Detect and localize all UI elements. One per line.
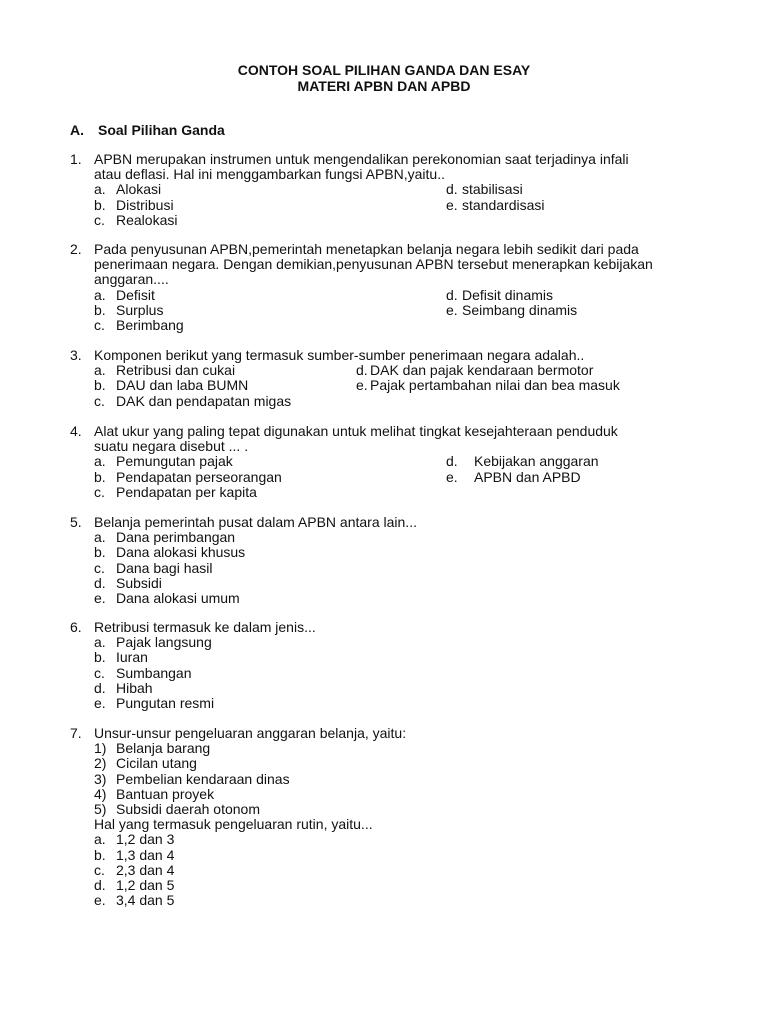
- option-letter: c.: [94, 211, 105, 228]
- option-letter: d.: [94, 876, 106, 893]
- option-text: APBN dan APBD: [474, 468, 581, 485]
- option-text: Sumbangan: [116, 664, 192, 681]
- option-letter: a.: [94, 529, 106, 546]
- list-item: [70, 787, 710, 802]
- option-row: [70, 863, 710, 878]
- option-row: [70, 696, 710, 711]
- option-row: [70, 848, 710, 863]
- option-letter: d.: [94, 574, 106, 591]
- option-row: [70, 545, 710, 560]
- question-text: Komponen berikut yang termasuk sumber-sumber penerimaan negara adalah..: [94, 347, 585, 363]
- question-text: Pada penyusunan APBN,pemerintah menetapkan belanja negara lebih sedikit dari pada: [94, 241, 639, 257]
- question-text: Hal yang termasuk pengeluaran rutin, yaitu...: [94, 816, 373, 833]
- option-letter: c.: [94, 559, 105, 576]
- option-letter: e.: [356, 377, 368, 394]
- option-text: Pemungutan pajak: [116, 453, 233, 470]
- option-row: [70, 878, 710, 893]
- list-item: [70, 741, 710, 756]
- option-text: Seimbang dinamis: [462, 301, 578, 318]
- option-row: [70, 893, 710, 908]
- option-row: [70, 288, 710, 303]
- item-text: Pembelian kendaraan dinas: [116, 770, 290, 787]
- option-row: [70, 530, 710, 545]
- item-number: 1): [94, 740, 107, 757]
- question-text: suatu negara disebut ... .: [94, 438, 249, 455]
- option-row: [70, 394, 710, 409]
- item-text: Subsidi daerah otonom: [116, 800, 260, 817]
- option-text: Pajak pertambahan nilai dan bea masuk: [370, 377, 620, 394]
- option-letter: d.: [446, 453, 458, 470]
- option-text: DAK dan pajak kendaraan bermotor: [370, 362, 594, 379]
- option-text: 3,4 dan 5: [116, 892, 175, 909]
- option-text: Alokasi: [116, 181, 162, 198]
- option-letter: b.: [94, 196, 106, 213]
- option-text: 1,3 dan 4: [116, 846, 175, 863]
- option-letter: a.: [94, 453, 106, 470]
- question-text: penerimaan negara. Dengan demikian,penyusunan APBN tersebut menerapkan kebijakan: [94, 256, 653, 273]
- option-text: Iuran: [116, 649, 148, 666]
- list-item: [70, 802, 710, 817]
- option-row: [70, 591, 710, 606]
- option-row: [70, 485, 710, 500]
- section-heading: [70, 122, 225, 138]
- option-letter: a.: [94, 634, 106, 651]
- option-text: Defisit: [116, 286, 155, 303]
- option-letter: d.: [94, 679, 106, 696]
- option-text: Berimbang: [116, 316, 184, 333]
- option-row: [70, 363, 710, 378]
- option-text: Hibah: [116, 679, 153, 696]
- question-number: 2.: [70, 241, 82, 257]
- item-text: Bantuan proyek: [116, 785, 215, 802]
- option-letter: a.: [94, 286, 106, 303]
- option-row: [70, 213, 710, 228]
- list-item: [70, 756, 710, 771]
- option-letter: d.: [446, 286, 458, 303]
- option-letter: b.: [94, 846, 106, 863]
- question-2: [70, 242, 710, 333]
- option-row: [70, 378, 710, 393]
- option-letter: a.: [94, 181, 106, 198]
- item-number: 4): [94, 785, 107, 802]
- option-text: 2,3 dan 4: [116, 861, 175, 878]
- option-letter: c.: [94, 664, 105, 681]
- option-row: [70, 454, 710, 469]
- option-row: [70, 576, 710, 591]
- option-letter: b.: [94, 544, 106, 561]
- option-text: standardisasi: [462, 196, 545, 213]
- question-number: 3.: [70, 347, 82, 363]
- item-number: 5): [94, 800, 107, 817]
- option-letter: d.: [356, 362, 368, 379]
- option-row: [70, 470, 710, 485]
- question-text: APBN merupakan instrumen untuk mengendalikan perekonomian saat terjadinya infali: [94, 151, 629, 167]
- question-text: Alat ukur yang paling tepat digunakan untuk melihat tingkat kesejahteraan penduduk: [94, 423, 618, 439]
- question-number: 7.: [70, 725, 82, 741]
- question-5: [70, 515, 710, 606]
- option-letter: e.: [94, 589, 106, 606]
- option-row: [70, 561, 710, 576]
- option-text: Pajak langsung: [116, 634, 212, 651]
- question-6: [70, 620, 710, 711]
- option-text: Dana alokasi umum: [116, 589, 240, 606]
- option-row: [70, 635, 710, 650]
- option-text: Surplus: [116, 301, 164, 318]
- option-letter: e.: [94, 694, 106, 711]
- question-text: Unsur-unsur pengeluaran anggaran belanja, yaitu:: [94, 725, 407, 741]
- question-4: [70, 424, 710, 500]
- question-number: 4.: [70, 423, 82, 439]
- option-letter: b.: [94, 468, 106, 485]
- question-1: [70, 152, 710, 228]
- item-text: Cicilan utang: [116, 755, 197, 772]
- list-item: [70, 772, 710, 787]
- option-text: Distribusi: [116, 196, 174, 213]
- option-text: Pendapatan perseorangan: [116, 468, 282, 485]
- option-letter: b.: [94, 649, 106, 666]
- option-text: Retribusi dan cukai: [116, 362, 236, 379]
- question-number: 6.: [70, 619, 82, 635]
- question-text: Belanja pemerintah pusat dalam APBN antara lain...: [94, 514, 417, 530]
- option-letter: e.: [446, 196, 458, 213]
- option-letter: e.: [446, 468, 458, 485]
- option-row: [70, 666, 710, 681]
- option-text: 1,2 dan 5: [116, 876, 175, 893]
- option-text: DAU dan laba BUMN: [116, 377, 249, 394]
- option-letter: a.: [94, 362, 106, 379]
- option-text: Dana alokasi khusus: [116, 544, 246, 561]
- option-letter: a.: [94, 831, 106, 848]
- item-number: 2): [94, 755, 107, 772]
- option-letter: e.: [446, 301, 458, 318]
- section-label: A.: [70, 122, 84, 138]
- option-letter: b.: [94, 301, 106, 318]
- option-text: Pendapatan per kapita: [116, 483, 257, 500]
- option-letter: c.: [94, 392, 105, 409]
- option-text: Realokasi: [116, 211, 178, 228]
- item-number: 3): [94, 770, 107, 787]
- question-number: 5.: [70, 514, 82, 530]
- option-row: [70, 318, 710, 333]
- option-text: Pungutan resmi: [116, 694, 215, 711]
- option-text: Dana bagi hasil: [116, 559, 213, 576]
- item-text: Belanja barang: [116, 740, 211, 757]
- question-text: atau deflasi. Hal ini menggambarkan fungsi APBN,yaitu..: [94, 166, 445, 183]
- option-row: [70, 681, 710, 696]
- document-title: CONTOH SOAL PILIHAN GANDA DAN ESAY: [237, 62, 531, 78]
- question-3: [70, 348, 710, 409]
- option-text: Kebijakan anggaran: [474, 453, 599, 470]
- option-letter: c.: [94, 316, 105, 333]
- option-letter: c.: [94, 483, 105, 500]
- option-letter: e.: [94, 892, 106, 909]
- option-text: Dana perimbangan: [116, 529, 236, 546]
- question-text: Retribusi termasuk ke dalam jenis...: [94, 619, 316, 635]
- option-row: [70, 832, 710, 847]
- option-text: 1,2 dan 3: [116, 831, 175, 848]
- option-text: stabilisasi: [462, 181, 523, 198]
- section-title: Soal Pilihan Ganda: [98, 122, 225, 138]
- option-row: [70, 198, 710, 213]
- option-text: Subsidi: [116, 574, 162, 591]
- question-number: 1.: [70, 151, 82, 167]
- question-7: [70, 726, 710, 908]
- option-letter: c.: [94, 861, 105, 878]
- question-text: anggaran....: [94, 271, 169, 288]
- option-row: [70, 650, 710, 665]
- option-text: DAK dan pendapatan migas: [116, 392, 292, 409]
- option-letter: d.: [446, 181, 458, 198]
- option-row: [70, 182, 710, 197]
- option-text: Defisit dinamis: [462, 286, 554, 303]
- option-row: [70, 303, 710, 318]
- option-letter: b.: [94, 377, 106, 394]
- document-subtitle: MATERI APBN DAN APBD: [297, 78, 471, 94]
